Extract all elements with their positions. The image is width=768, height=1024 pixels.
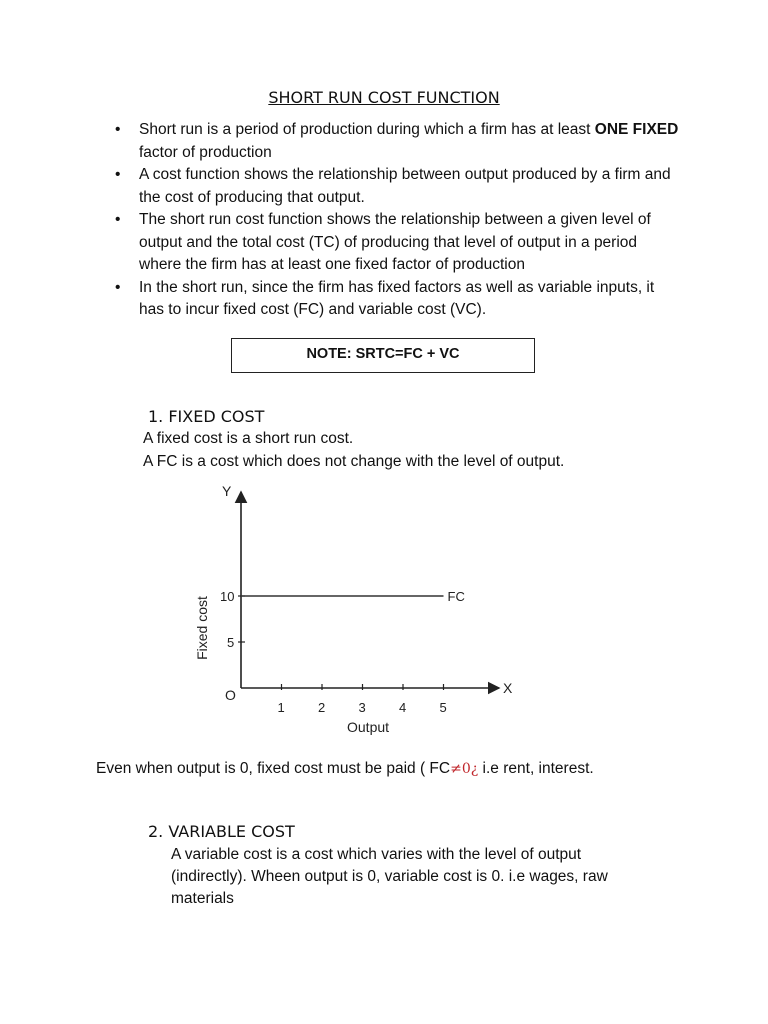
variable-cost-line-2: (indirectly). Wheen output is 0, variable cost is 0. i.e wages, raw [171,868,608,885]
y-tick-label: 10 [220,589,235,604]
fixed-cost-line-2: A FC is a cost which does not change with the level of output. [143,453,565,470]
bullet-icon: • [115,166,121,183]
fixed-cost-line-1: A fixed cost is a short run cost. [143,430,354,447]
fixed-cost-heading: 1. FIXED COST [148,407,265,426]
variable-cost-line-1: A variable cost is a cost which varies with the level of output [171,846,582,863]
variable-cost-line-3: materials [171,890,234,907]
bullet-text: In the short run, since the firm has fixed factors as well as variable inputs, it has to incur fixed cost (FC) and variable cost (VC). [139,278,655,318]
x-tick-label: 4 [399,700,407,715]
x-axis-title: Output [347,719,390,735]
x-axis-end-label: X [503,680,513,696]
list-item [115,119,679,164]
fc-note-text: Even when output is 0, fixed cost must be paid ( FC [96,760,451,777]
origin-label: O [225,687,236,703]
bullet-list [115,119,679,322]
x-tick-label: 1 [277,700,285,715]
list-item [115,277,679,322]
y-axis-end-label: Y [222,483,232,499]
bullet-text: The short run cost function shows the relationship between a given level of output and the total cost (TC) of producing that level of output in a period where the firm has at least one fixed factor of production [139,211,651,273]
bullet-icon: • [115,278,121,296]
y-tick-label: 5 [227,635,235,650]
fc-note [96,758,594,781]
bullet-bold-text: ONE FIXED [594,121,679,138]
fc-note-text: i.e rent, interest. [478,760,594,777]
note-box: NOTE: SRTC=FC + VC [231,338,535,373]
series-label-fc: FC [447,589,465,604]
x-tick-label: 3 [358,700,366,715]
bullet-icon: • [115,121,121,138]
list-item [115,164,679,209]
variable-cost-heading: 2. VARIABLE COST [148,822,295,841]
y-axis-title: Fixed cost [194,596,210,660]
fc-note-symbol: ≠0¿ [450,761,479,777]
bullet-text: Short run is a period of production during which a firm has at least [139,121,595,138]
fixed-cost-chart [185,482,525,742]
list-item [115,209,679,277]
bullet-text: factor of production [139,143,272,161]
bullet-icon: • [115,211,121,228]
x-tick-label: 2 [318,700,326,715]
x-tick-label: 5 [439,700,447,715]
bullet-text: A cost function shows the relationship between output produced by a firm and the cost of producing that output. [139,166,671,206]
document-title: SHORT RUN COST FUNCTION [268,88,500,107]
